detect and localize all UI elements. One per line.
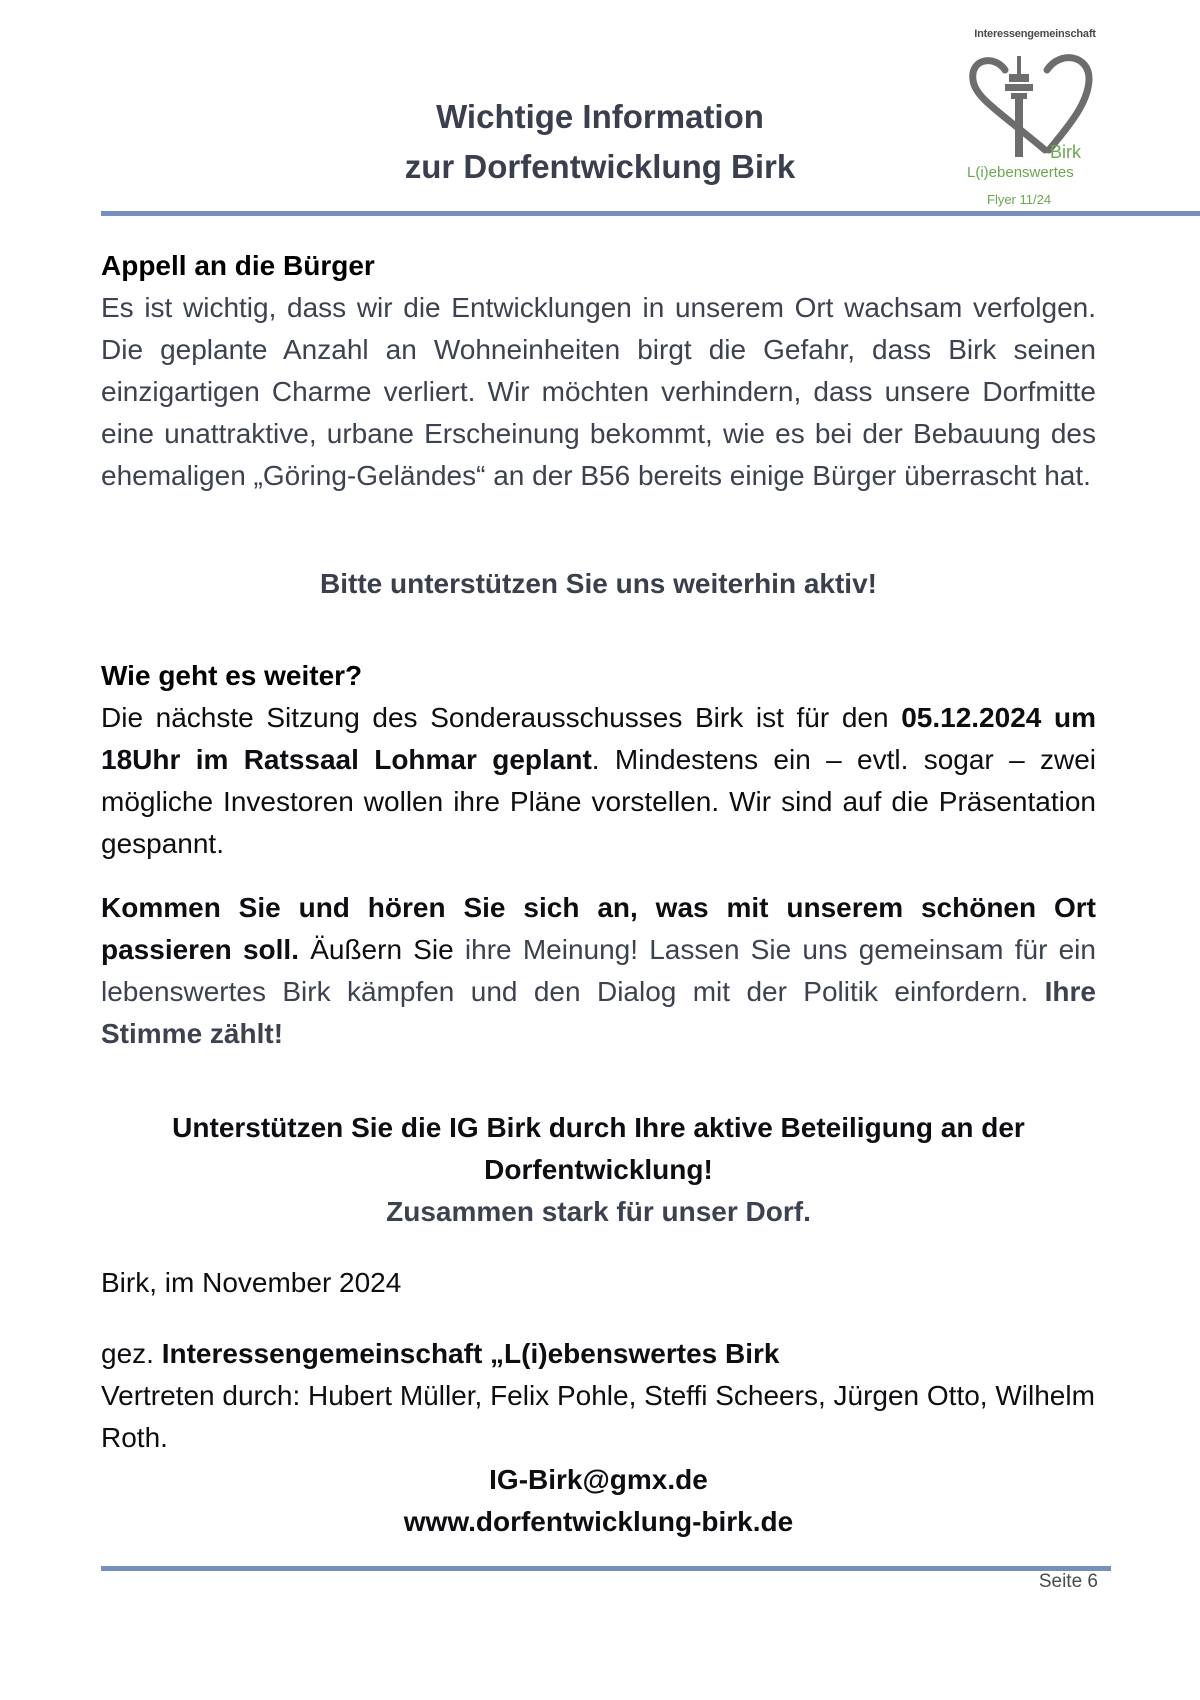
signature-block [101, 1333, 1096, 1459]
meeting-date-location: 05.12.2024 um 18Uhr im Ratssaal Lohmar geplant [101, 702, 1096, 775]
cta-text-grey: ihre Meinung! Lassen Sie uns gemeinsam für ein lebenswertes Birk kämpfen und den Dialog mit der Politik einfordern. [101, 934, 1096, 1007]
support-callout: Bitte unterstützen Sie uns weiterhin aktiv! [320, 568, 877, 599]
contact-block [101, 1459, 1096, 1543]
meeting-text-start: Die nächste Sitzung des Sonderausschusses Birk ist für den [101, 702, 902, 733]
footer-divider [101, 1566, 1111, 1571]
flyer-number: Flyer 11/24 [987, 192, 1052, 207]
cta-bold-end: Ihre Stimme zählt! [101, 976, 1096, 1049]
page-number: Seite 6 [1038, 1571, 1098, 1592]
signature-prefix: gez. [101, 1338, 162, 1369]
tower-heart-icon [965, 50, 1105, 160]
meeting-text-end: . Mindestens ein – evtl. sogar – zwei mögliche Investoren wollen ihre Pläne vorstellen. Wir sind auf die Präsentation gespannt. [101, 744, 1097, 859]
contact-email: IG-Birk@gmx.de [489, 1464, 708, 1495]
logo-top-text: Interessengemeinschaft [974, 28, 1096, 40]
section-heading-weiter: Wie geht es weiter? [101, 660, 363, 691]
cta-bold-start: Kommen Sie und hören Sie sich an, was mit unserem schönen Ort passieren soll. [101, 892, 1096, 965]
ig-birk-logo [955, 22, 1115, 212]
call-to-action-paragraph [101, 887, 1096, 1055]
section-heading-appell: Appell an die Bürger [101, 250, 375, 281]
header-divider [101, 211, 1200, 216]
place-date: Birk, im November 2024 [101, 1267, 402, 1298]
representatives: Vertreten durch: Hubert Müller, Felix Pohle, Steffi Scheers, Jürgen Otto, Wilhelm Roth. [101, 1380, 1095, 1453]
page-title-line-1: Wichtige Information [436, 98, 764, 135]
signature-line [101, 1333, 1096, 1375]
ig-support-line: Unterstützen Sie die IG Birk durch Ihre aktive Beteiligung an der Dorfentwicklung! [172, 1112, 1025, 1185]
logo-birk-text: Birk [1050, 142, 1081, 162]
contact-website: www.dorfentwicklung-birk.de [403, 1506, 794, 1537]
cta-text-dark: Äußern Sie [298, 934, 465, 965]
signature-organization: Interessengemeinschaft „L(i)ebenswertes Birk [161, 1338, 780, 1369]
appell-paragraph: Es ist wichtig, dass wir die Entwicklungen in unserem Ort wachsam verfolgen. Die geplante Anzahl an Wohneinheiten birgt die Gefahr, dass Birk seinen einzigartigen Charme verliert. Wir möchten verhindern, dass unsere Dorfmitte eine unattraktive, urbane Erscheinung bekommt, wie es bei der Bebauung des ehemaligen „Göring-Geländes“ an der B56 bereits einige Bürger überrascht hat. [101, 292, 1096, 491]
page-title [330, 92, 870, 192]
ig-slogan: Zusammen stark für unser Dorf. [386, 1196, 811, 1227]
meeting-paragraph [101, 697, 1096, 865]
logo-subtitle: L(i)ebenswertes [967, 164, 1074, 181]
page-title-line-2: zur Dorfentwicklung Birk [404, 148, 796, 185]
